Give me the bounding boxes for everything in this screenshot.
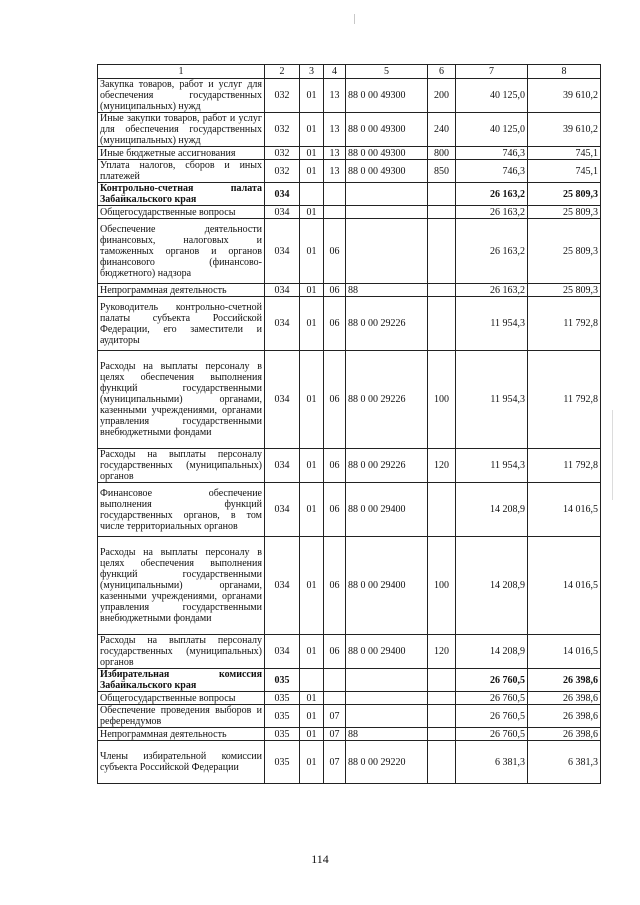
chapter-code-cell: 035 — [265, 692, 300, 705]
target-article-cell — [346, 183, 428, 206]
expense-type-cell — [428, 728, 456, 741]
target-article-cell — [346, 669, 428, 692]
executed-amount-cell: 25 809,3 — [528, 183, 601, 206]
subsection-code-cell: 13 — [324, 160, 346, 183]
expense-type-cell: 100 — [428, 537, 456, 635]
section-code-cell — [300, 669, 324, 692]
subsection-code-cell: 13 — [324, 113, 346, 147]
subsection-code-cell: 07 — [324, 728, 346, 741]
target-article-cell: 88 0 00 29226 — [346, 351, 428, 449]
approved-amount-cell: 14 208,9 — [456, 537, 528, 635]
table-row — [98, 183, 601, 206]
budget-table — [97, 64, 601, 784]
executed-amount-cell: 745,1 — [528, 147, 601, 160]
target-article-cell: 88 0 00 29400 — [346, 537, 428, 635]
target-article-cell: 88 — [346, 728, 428, 741]
row-name-cell: Расходы на выплаты персоналу в целях обеспечения выполнения функций государственными (муниципальными) органами, казенными учреждениями, органами управления государственными внебюджетными фондами — [98, 351, 265, 449]
row-name-cell: Избирательная комиссия Забайкальского края — [98, 669, 265, 692]
chapter-code-cell: 035 — [265, 669, 300, 692]
chapter-code-cell: 034 — [265, 635, 300, 669]
subsection-code-cell: 13 — [324, 147, 346, 160]
expense-type-cell: 850 — [428, 160, 456, 183]
executed-amount-cell: 11 792,8 — [528, 449, 601, 483]
row-name-cell: Закупка товаров, работ и услуг для обеспечения государственных (муниципальных) нужд — [98, 79, 265, 113]
chapter-code-cell: 034 — [265, 284, 300, 297]
executed-amount-cell: 11 792,8 — [528, 297, 601, 351]
row-name-cell: Члены избирательной комиссии субъекта Российской Федерации — [98, 741, 265, 784]
approved-amount-cell: 26 760,5 — [456, 728, 528, 741]
column-header: 7 — [456, 65, 528, 79]
expense-type-cell — [428, 284, 456, 297]
executed-amount-cell: 11 792,8 — [528, 351, 601, 449]
subsection-code-cell — [324, 669, 346, 692]
chapter-code-cell: 034 — [265, 297, 300, 351]
table-row — [98, 635, 601, 669]
section-code-cell: 01 — [300, 449, 324, 483]
expense-type-cell — [428, 692, 456, 705]
chapter-code-cell: 035 — [265, 728, 300, 741]
table-row — [98, 705, 601, 728]
chapter-code-cell: 034 — [265, 219, 300, 284]
column-header: 6 — [428, 65, 456, 79]
section-code-cell: 01 — [300, 284, 324, 297]
section-code-cell: 01 — [300, 79, 324, 113]
row-name-cell: Иные закупки товаров, работ и услуг для обеспечения государственных (муниципальных) нужд — [98, 113, 265, 147]
subsection-code-cell: 06 — [324, 284, 346, 297]
section-code-cell: 01 — [300, 219, 324, 284]
expense-type-cell: 200 — [428, 79, 456, 113]
target-article-cell: 88 0 00 49300 — [346, 160, 428, 183]
chapter-code-cell: 034 — [265, 483, 300, 537]
expense-type-cell: 100 — [428, 351, 456, 449]
expense-type-cell: 800 — [428, 147, 456, 160]
table-row — [98, 741, 601, 784]
approved-amount-cell: 11 954,3 — [456, 449, 528, 483]
approved-amount-cell: 26 760,5 — [456, 669, 528, 692]
section-code-cell — [300, 183, 324, 206]
chapter-code-cell: 034 — [265, 183, 300, 206]
target-article-cell: 88 — [346, 284, 428, 297]
approved-amount-cell: 26 163,2 — [456, 206, 528, 219]
table-row — [98, 483, 601, 537]
executed-amount-cell: 14 016,5 — [528, 635, 601, 669]
row-name-cell: Непрограммная деятельность — [98, 728, 265, 741]
target-article-cell: 88 0 00 29220 — [346, 741, 428, 784]
subsection-code-cell: 06 — [324, 219, 346, 284]
row-name-cell: Обеспечение деятельности финансовых, налоговых и таможенных органов и органов финансового (финансово-бюджетного) надзора — [98, 219, 265, 284]
table-row — [98, 284, 601, 297]
chapter-code-cell: 034 — [265, 537, 300, 635]
approved-amount-cell: 40 125,0 — [456, 79, 528, 113]
section-code-cell: 01 — [300, 705, 324, 728]
target-article-cell: 88 0 00 29226 — [346, 297, 428, 351]
executed-amount-cell: 14 016,5 — [528, 483, 601, 537]
subsection-code-cell: 06 — [324, 351, 346, 449]
subsection-code-cell — [324, 183, 346, 206]
approved-amount-cell: 26 163,2 — [456, 219, 528, 284]
row-name-cell: Иные бюджетные ассигнования — [98, 147, 265, 160]
expense-type-cell — [428, 183, 456, 206]
executed-amount-cell: 26 398,6 — [528, 728, 601, 741]
subsection-code-cell: 07 — [324, 741, 346, 784]
target-article-cell: 88 0 00 49300 — [346, 147, 428, 160]
target-article-cell: 88 0 00 29400 — [346, 483, 428, 537]
section-code-cell: 01 — [300, 728, 324, 741]
section-code-cell: 01 — [300, 113, 324, 147]
subsection-code-cell — [324, 206, 346, 219]
chapter-code-cell: 034 — [265, 206, 300, 219]
table-body — [98, 79, 601, 784]
row-name-cell: Расходы на выплаты персоналу в целях обеспечения выполнения функций государственными (муниципальными) органами, казенными учреждениями, органами управления государственными внебюджетными фондами — [98, 537, 265, 635]
approved-amount-cell: 26 760,5 — [456, 705, 528, 728]
column-header: 4 — [324, 65, 346, 79]
approved-amount-cell: 746,3 — [456, 147, 528, 160]
expense-type-cell — [428, 741, 456, 784]
approved-amount-cell: 40 125,0 — [456, 113, 528, 147]
section-code-cell: 01 — [300, 635, 324, 669]
row-name-cell: Общегосударственные вопросы — [98, 206, 265, 219]
approved-amount-cell: 746,3 — [456, 160, 528, 183]
column-header: 5 — [346, 65, 428, 79]
chapter-code-cell: 035 — [265, 705, 300, 728]
scan-mark — [354, 14, 355, 24]
table-row — [98, 692, 601, 705]
expense-type-cell — [428, 297, 456, 351]
expense-type-cell — [428, 206, 456, 219]
approved-amount-cell: 26 163,2 — [456, 284, 528, 297]
expense-type-cell: 120 — [428, 635, 456, 669]
row-name-cell: Расходы на выплаты персоналу государственных (муниципальных) органов — [98, 449, 265, 483]
column-header: 8 — [528, 65, 601, 79]
target-article-cell — [346, 705, 428, 728]
chapter-code-cell: 035 — [265, 741, 300, 784]
section-code-cell: 01 — [300, 483, 324, 537]
executed-amount-cell: 14 016,5 — [528, 537, 601, 635]
chapter-code-cell: 032 — [265, 147, 300, 160]
subsection-code-cell: 06 — [324, 449, 346, 483]
target-article-cell — [346, 219, 428, 284]
target-article-cell: 88 0 00 49300 — [346, 79, 428, 113]
approved-amount-cell: 26 760,5 — [456, 692, 528, 705]
executed-amount-cell: 25 809,3 — [528, 206, 601, 219]
target-article-cell — [346, 692, 428, 705]
expense-type-cell — [428, 669, 456, 692]
scan-mark — [612, 410, 613, 500]
executed-amount-cell: 25 809,3 — [528, 284, 601, 297]
expense-type-cell — [428, 483, 456, 537]
subsection-code-cell: 06 — [324, 483, 346, 537]
subsection-code-cell: 06 — [324, 635, 346, 669]
executed-amount-cell: 745,1 — [528, 160, 601, 183]
chapter-code-cell: 032 — [265, 160, 300, 183]
row-name-cell: Руководитель контрольно-счетной палаты субъекта Российской Федерации, его заместители и аудиторы — [98, 297, 265, 351]
target-article-cell: 88 0 00 29400 — [346, 635, 428, 669]
table-row — [98, 351, 601, 449]
chapter-code-cell: 034 — [265, 351, 300, 449]
table-row — [98, 206, 601, 219]
section-code-cell: 01 — [300, 351, 324, 449]
executed-amount-cell: 26 398,6 — [528, 669, 601, 692]
executed-amount-cell: 26 398,6 — [528, 705, 601, 728]
table-row — [98, 219, 601, 284]
approved-amount-cell: 26 163,2 — [456, 183, 528, 206]
column-header: 1 — [98, 65, 265, 79]
approved-amount-cell: 11 954,3 — [456, 297, 528, 351]
table-row — [98, 297, 601, 351]
chapter-code-cell: 034 — [265, 449, 300, 483]
table-row — [98, 537, 601, 635]
row-name-cell: Финансовое обеспечение выполнения функций государственных органов, в том числе территориальных органов — [98, 483, 265, 537]
target-article-cell — [346, 206, 428, 219]
row-name-cell: Контрольно-счетная палата Забайкальского края — [98, 183, 265, 206]
subsection-code-cell: 13 — [324, 79, 346, 113]
expense-type-cell: 240 — [428, 113, 456, 147]
subsection-code-cell: 07 — [324, 705, 346, 728]
chapter-code-cell: 032 — [265, 113, 300, 147]
approved-amount-cell: 11 954,3 — [456, 351, 528, 449]
table-row — [98, 728, 601, 741]
row-name-cell: Уплата налогов, сборов и иных платежей — [98, 160, 265, 183]
approved-amount-cell: 14 208,9 — [456, 635, 528, 669]
target-article-cell: 88 0 00 29226 — [346, 449, 428, 483]
executed-amount-cell: 25 809,3 — [528, 219, 601, 284]
row-name-cell: Непрограммная деятельность — [98, 284, 265, 297]
executed-amount-cell: 39 610,2 — [528, 113, 601, 147]
executed-amount-cell: 26 398,6 — [528, 692, 601, 705]
expense-type-cell — [428, 705, 456, 728]
subsection-code-cell: 06 — [324, 537, 346, 635]
section-code-cell: 01 — [300, 741, 324, 784]
executed-amount-cell: 6 381,3 — [528, 741, 601, 784]
table-row — [98, 147, 601, 160]
target-article-cell: 88 0 00 49300 — [346, 113, 428, 147]
column-header: 3 — [300, 65, 324, 79]
expense-type-cell: 120 — [428, 449, 456, 483]
section-code-cell: 01 — [300, 160, 324, 183]
row-name-cell: Расходы на выплаты персоналу государственных (муниципальных) органов — [98, 635, 265, 669]
section-code-cell: 01 — [300, 297, 324, 351]
table-row — [98, 113, 601, 147]
table-row — [98, 160, 601, 183]
expense-type-cell — [428, 219, 456, 284]
executed-amount-cell: 39 610,2 — [528, 79, 601, 113]
section-code-cell: 01 — [300, 692, 324, 705]
column-header: 2 — [265, 65, 300, 79]
table-row — [98, 79, 601, 113]
page-number: 114 — [311, 852, 329, 866]
table-row — [98, 449, 601, 483]
subsection-code-cell: 06 — [324, 297, 346, 351]
section-code-cell: 01 — [300, 206, 324, 219]
row-name-cell: Общегосударственные вопросы — [98, 692, 265, 705]
approved-amount-cell: 14 208,9 — [456, 483, 528, 537]
table-row — [98, 669, 601, 692]
section-code-cell: 01 — [300, 147, 324, 160]
section-code-cell: 01 — [300, 537, 324, 635]
chapter-code-cell: 032 — [265, 79, 300, 113]
row-name-cell: Обеспечение проведения выборов и референдумов — [98, 705, 265, 728]
table-header-row — [98, 65, 601, 79]
approved-amount-cell: 6 381,3 — [456, 741, 528, 784]
subsection-code-cell — [324, 692, 346, 705]
